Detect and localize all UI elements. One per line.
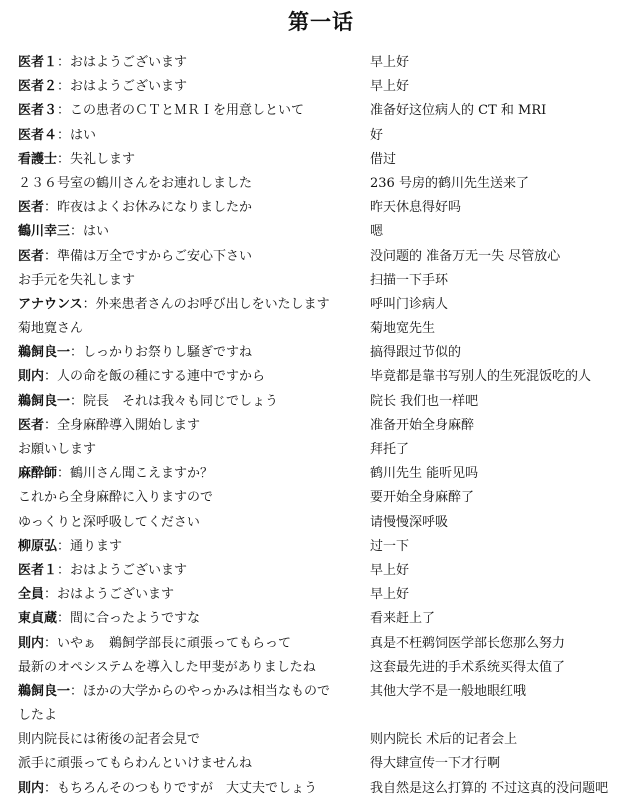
speaker-name: 看護士 — [18, 151, 58, 167]
japanese-text: ：おはようございます — [57, 562, 188, 578]
japanese-line — [18, 341, 368, 365]
japanese-line — [18, 317, 368, 341]
japanese-text: ：おはようございます — [57, 55, 188, 70]
japanese-text: ：通ります — [57, 538, 123, 554]
japanese-line — [18, 390, 368, 414]
japanese-text: ：間に合ったようですな — [57, 611, 201, 627]
chinese-translation: 搞得跟过节似的 — [370, 345, 462, 361]
chinese-translation: 则内院长 术后的记者会上 — [370, 732, 518, 748]
chinese-translation: 嗯 — [370, 224, 384, 240]
japanese-text: ：ほかの大学からのやっかみは相当なもので — [70, 683, 331, 699]
japanese-line — [18, 462, 368, 486]
chinese-translation: 准备开始全身麻醉 — [370, 417, 475, 433]
japanese-line — [18, 196, 368, 220]
dialogue-row — [18, 99, 628, 123]
chinese-translation: 没问题的 准备万无一失 尽管放心 — [370, 248, 561, 264]
dialogue-row — [18, 486, 628, 510]
japanese-text: ：院長 それは我々も同じでしょう — [70, 393, 279, 409]
japanese-text: ゆっくりと深呼吸してください — [18, 514, 200, 530]
japanese-text: ：もちろんそのつもりですが 大丈夫でしょう — [44, 780, 318, 796]
japanese-text: お願いします — [18, 442, 97, 457]
chinese-translation: 借过 — [370, 151, 397, 167]
japanese-text: ：外来患者さんのお呼び出しをいたします — [82, 296, 330, 312]
chinese-translation: 看来赶上了 — [370, 611, 436, 627]
speaker-name: 麻酔師 — [18, 466, 58, 482]
japanese-text: ：この患者のＣＴとＭＲＩを用意しといて — [57, 103, 305, 119]
dialogue-row — [18, 607, 628, 631]
japanese-line — [18, 583, 368, 607]
speaker-name: 医者４ — [18, 127, 58, 143]
japanese-text: ：失礼します — [57, 151, 136, 167]
japanese-line — [18, 511, 368, 535]
speaker-name: 柳原弘 — [18, 538, 58, 554]
japanese-line — [18, 680, 368, 704]
japanese-line — [18, 172, 368, 196]
japanese-line — [18, 269, 368, 293]
chinese-translation: 真是不枉鹈饲医学部长您那么努力 — [370, 635, 566, 651]
dialogue-row — [18, 390, 628, 414]
speaker-name: 医者 — [18, 248, 45, 264]
chinese-translation: 呼叫门诊病人 — [370, 296, 449, 312]
japanese-line — [18, 99, 368, 123]
dialogue-row — [18, 341, 628, 365]
speaker-name: 医者 — [18, 417, 45, 433]
japanese-line — [18, 293, 368, 317]
japanese-line — [18, 535, 368, 559]
dialogue-row — [18, 172, 628, 196]
chinese-translation: 菊地宽先生 — [370, 321, 436, 337]
dialogue-row — [18, 704, 628, 728]
dialogue-row — [18, 148, 628, 172]
japanese-text: ：いやぁ 鵜飼学部長に頑張ってもらって — [44, 635, 292, 651]
chinese-translation: 我自然是这么打算的 不过这真的没问题吧 — [370, 780, 609, 796]
dialogue-row — [18, 728, 628, 752]
speaker-name: 則内 — [18, 780, 45, 796]
speaker-name: 医者１ — [18, 55, 58, 70]
dialogue-row — [18, 511, 628, 535]
japanese-text: ：全身麻酔導入開始します — [44, 417, 201, 433]
speaker-name: 鵜飼良一 — [18, 683, 71, 699]
japanese-text: ：鶴川さん聞こえますか？ — [57, 466, 214, 482]
dialogue-row — [18, 293, 628, 317]
japanese-text: 菊地寛さん — [18, 321, 84, 337]
japanese-line — [18, 607, 368, 631]
japanese-line — [18, 704, 368, 728]
japanese-line — [18, 148, 368, 172]
japanese-line — [18, 365, 368, 389]
chinese-translation: 鹤川先生 能听见吗 — [370, 466, 479, 482]
japanese-text: 則内院長には術後の記者会見で — [18, 732, 201, 748]
dialogue-row — [18, 317, 628, 341]
japanese-line — [18, 414, 368, 438]
chinese-translation: 早上好 — [370, 587, 410, 603]
chinese-translation: 院长 我们也一样吧 — [370, 393, 479, 409]
chinese-translation: 好 — [370, 127, 384, 143]
japanese-line — [18, 559, 368, 583]
japanese-line — [18, 656, 368, 680]
dialogue-row — [18, 656, 628, 680]
dialogue-row — [18, 632, 628, 656]
speaker-name: 全員 — [18, 587, 45, 603]
dialogue-row — [18, 75, 628, 99]
japanese-text: ：昨夜はよくお休みになりましたか — [44, 200, 253, 216]
chinese-translation: 其他大学不是一般地眼红哦 — [370, 683, 527, 699]
dialogue-row — [18, 51, 628, 75]
japanese-text: ：おはようございます — [44, 587, 175, 603]
speaker-name: 則内 — [18, 635, 45, 651]
japanese-line — [18, 632, 368, 656]
japanese-text: お手元を失礼します — [18, 272, 136, 288]
japanese-text: ２３６号室の鶴川さんをお連れしました — [18, 175, 253, 191]
dialogue-list — [18, 51, 628, 801]
japanese-text: ：しっかりお祭りし騒ぎですね — [70, 345, 253, 361]
japanese-text: これから全身麻酔に入りますので — [18, 490, 214, 506]
page-title: 第一话 — [288, 9, 354, 34]
dialogue-row — [18, 583, 628, 607]
japanese-line — [18, 75, 368, 99]
dialogue-row — [18, 680, 628, 704]
chinese-translation: 毕竟都是靠书写别人的生死混饭吃的人 — [370, 369, 592, 385]
dialogue-row — [18, 269, 628, 293]
speaker-name: 鵜飼良一 — [18, 393, 71, 409]
chinese-translation: 准备好这位病人的 CT 和 MRI — [370, 103, 547, 119]
dialogue-row — [18, 365, 628, 389]
japanese-text: 最新のオペシステムを導入した甲斐がありましたね — [18, 659, 316, 675]
dialogue-row — [18, 220, 628, 244]
dialogue-row — [18, 752, 628, 776]
dialogue-row — [18, 462, 628, 486]
chinese-translation: 得大肆宣传一下才行啊 — [370, 756, 501, 772]
japanese-line — [18, 51, 368, 75]
chinese-translation: 早上好 — [370, 562, 410, 578]
japanese-line — [18, 486, 368, 510]
dialogue-row — [18, 245, 628, 269]
speaker-name: 則内 — [18, 369, 45, 385]
chinese-translation: 昨天休息得好吗 — [370, 200, 462, 216]
japanese-text: ：はい — [57, 127, 97, 143]
speaker-name: 鵜飼良一 — [18, 345, 71, 361]
speaker-name: 東貞蔵 — [18, 611, 58, 627]
chinese-translation: 请慢慢深呼吸 — [370, 514, 449, 530]
dialogue-row — [18, 777, 628, 801]
japanese-line — [18, 752, 368, 776]
japanese-line — [18, 245, 368, 269]
dialogue-row — [18, 196, 628, 220]
chinese-translation: 拜托了 — [370, 442, 410, 457]
dialogue-row — [18, 124, 628, 148]
japanese-text: 派手に頑張ってもらわんといけませんね — [18, 756, 253, 772]
speaker-name: アナウンス — [18, 296, 83, 312]
chinese-translation: 过一下 — [370, 538, 410, 554]
japanese-line — [18, 777, 368, 801]
japanese-text: ：おはようございます — [57, 79, 188, 95]
chinese-translation: 早上好 — [370, 79, 410, 95]
chinese-translation: 扫描一下手环 — [370, 272, 449, 288]
speaker-name: 医者 — [18, 200, 45, 216]
speaker-name: 医者２ — [18, 79, 58, 95]
japanese-text: ：準備は万全ですからご安心下さい — [44, 248, 253, 264]
chinese-translation: 早上好 — [370, 55, 410, 70]
japanese-line — [18, 124, 368, 148]
speaker-name: 鶴川幸三 — [18, 224, 71, 240]
speaker-name: 医者１ — [18, 562, 58, 578]
chinese-translation: 236 号房的鹤川先生送来了 — [370, 175, 529, 191]
chinese-translation: 这套最先进的手术系统买得太值了 — [370, 659, 566, 675]
japanese-line — [18, 438, 368, 462]
dialogue-row — [18, 414, 628, 438]
japanese-line — [18, 728, 368, 752]
speaker-name: 医者３ — [18, 103, 58, 119]
japanese-line — [18, 220, 368, 244]
chinese-translation: 要开始全身麻醉了 — [370, 490, 475, 506]
japanese-text: したよ — [18, 708, 58, 724]
japanese-text: ：はい — [70, 224, 110, 240]
dialogue-row — [18, 535, 628, 559]
japanese-text: ：人の命を飯の種にする連中ですから — [44, 369, 266, 385]
dialogue-row — [18, 559, 628, 583]
dialogue-row — [18, 438, 628, 462]
